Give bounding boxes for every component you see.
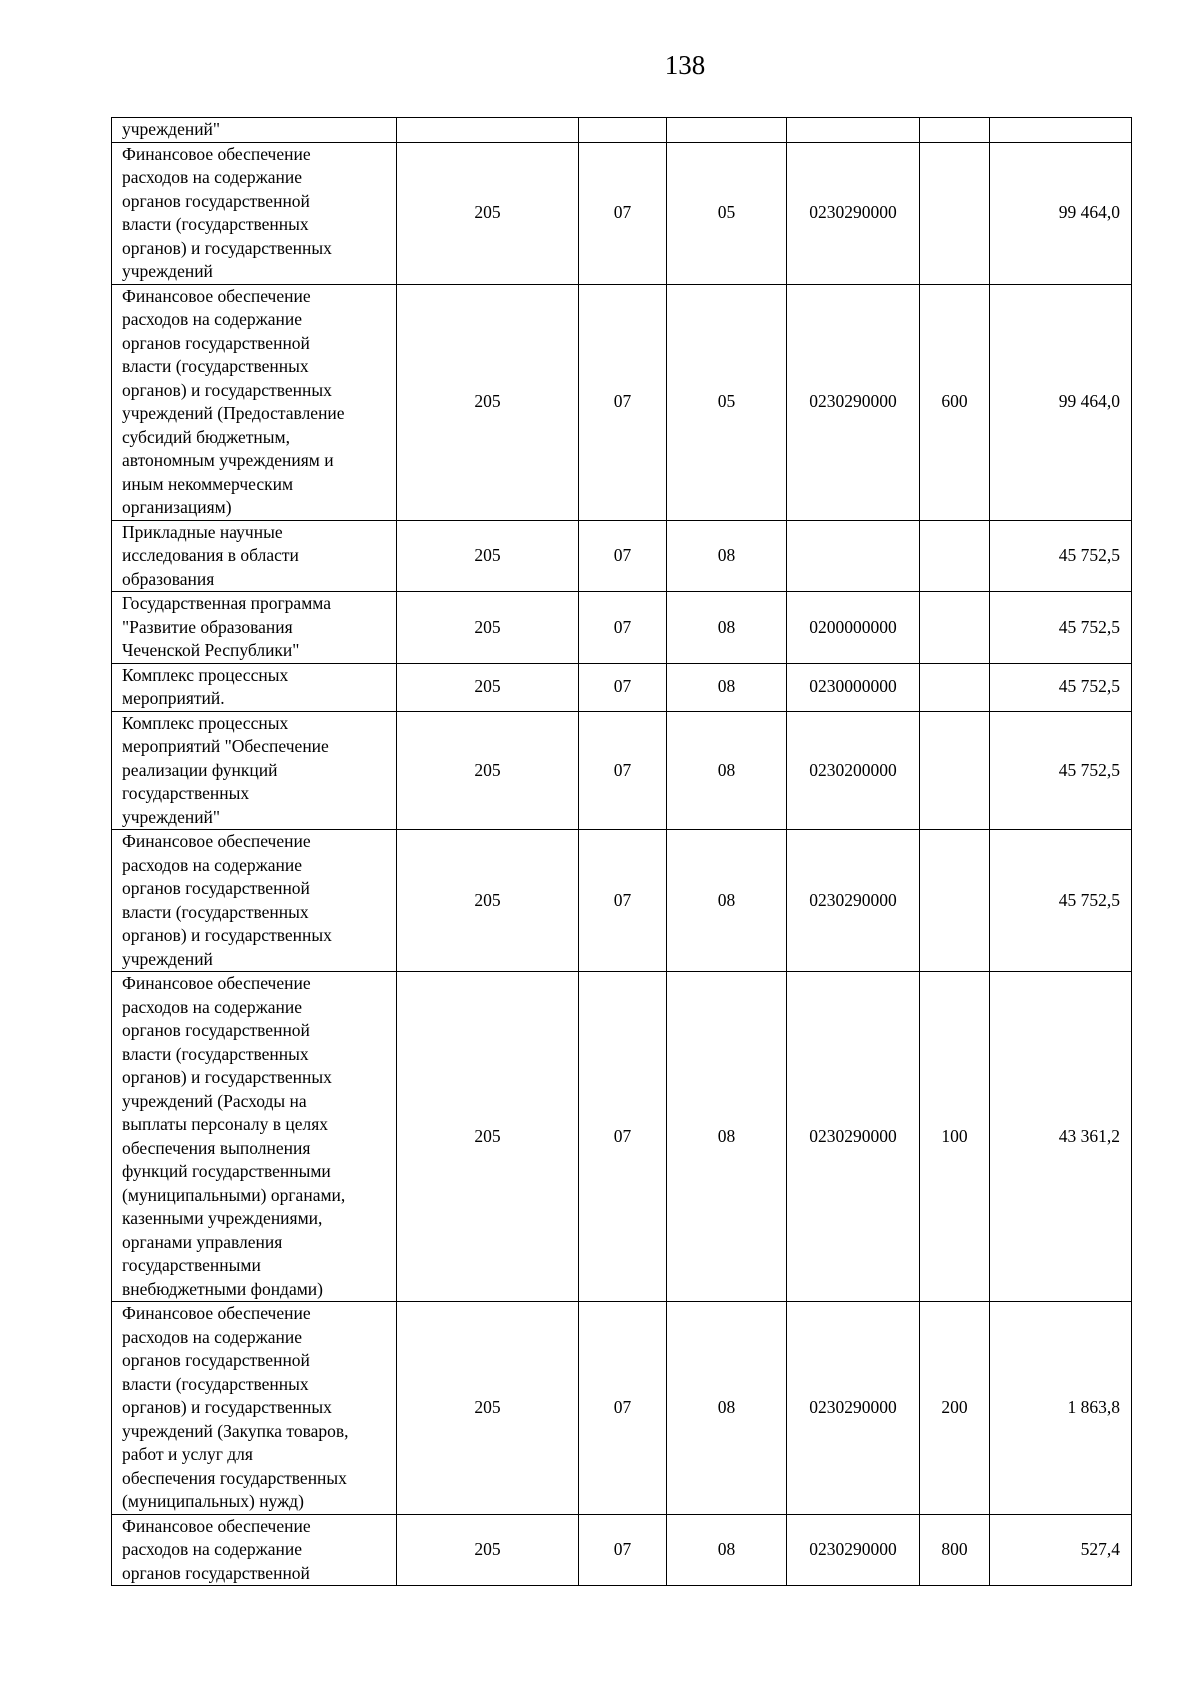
expense-name-cell: [112, 1302, 397, 1515]
section-code-cell: 07: [579, 830, 667, 972]
table-row: [112, 830, 1132, 972]
expense-name-line: органов государственной: [122, 1562, 310, 1583]
section-code-cell: 07: [579, 520, 667, 592]
expense-name-line: организациям): [122, 497, 232, 517]
target-article-cell: 0230290000: [787, 1514, 920, 1586]
expense-name-line: власти (государственных: [122, 1043, 309, 1064]
expense-name-line: выплаты персоналу в целях: [122, 1114, 329, 1134]
expense-name-line: Финансовое обеспечение: [122, 973, 311, 993]
expense-name-line: расходов на содержание: [122, 1539, 302, 1559]
ministry-code-cell: 205: [397, 284, 579, 520]
target-article-cell: [787, 118, 920, 143]
expense-type-cell: [920, 118, 990, 143]
expense-name-line: Финансовое обеспечение: [122, 285, 311, 306]
expense-name-line: расходов на содержание: [122, 309, 302, 329]
section-code-cell: 07: [579, 663, 667, 711]
section-code-cell: 07: [579, 142, 667, 284]
table-row: [112, 520, 1132, 592]
expense-name-line: органов государственной: [122, 1020, 310, 1040]
ministry-code-cell: 205: [397, 1302, 579, 1515]
expense-type-cell: [920, 711, 990, 830]
amount-cell: [990, 118, 1132, 143]
expense-name-cell: [112, 284, 397, 520]
target-article-cell: 0230200000: [787, 711, 920, 830]
subsection-code-cell: [667, 118, 787, 143]
expense-name-line: казенными учреждениями,: [122, 1208, 323, 1228]
target-article-cell: 0230290000: [787, 284, 920, 520]
expense-name-cell: [112, 592, 397, 664]
expense-name-line: расходов на содержание: [122, 167, 302, 187]
expense-name-line: учреждений": [122, 119, 221, 139]
amount-cell: 99 464,0: [990, 142, 1132, 284]
expense-name-line: власти (государственных: [122, 1373, 309, 1394]
target-article-cell: 0230290000: [787, 1302, 920, 1515]
expense-name-cell: [112, 118, 397, 143]
expense-name-line: органов государственной: [122, 190, 310, 211]
ministry-code-cell: 205: [397, 142, 579, 284]
expense-name-line: органов) и государственных: [122, 1397, 332, 1417]
amount-cell: 45 752,5: [990, 663, 1132, 711]
expense-name-line: учреждений (Закупка товаров,: [122, 1420, 349, 1441]
expense-type-cell: [920, 592, 990, 664]
ministry-code-cell: 205: [397, 711, 579, 830]
expense-type-cell: [920, 663, 990, 711]
expense-name-cell: [112, 711, 397, 830]
ministry-code-cell: 205: [397, 972, 579, 1302]
expense-name-cell: [112, 830, 397, 972]
expense-name-line: органов государственной: [122, 878, 310, 898]
ministry-code-cell: 205: [397, 830, 579, 972]
table-row: [112, 972, 1132, 1302]
expense-name-line: учреждений: [122, 261, 213, 281]
expense-name-line: государственными: [122, 1255, 261, 1275]
subsection-code-cell: 08: [667, 592, 787, 664]
table-row: [112, 118, 1132, 143]
subsection-code-cell: 08: [667, 520, 787, 592]
expense-name-line: образования: [122, 568, 215, 589]
target-article-cell: [787, 520, 920, 592]
expense-name-line: органами управления: [122, 1231, 283, 1252]
subsection-code-cell: 08: [667, 830, 787, 972]
amount-cell: 45 752,5: [990, 520, 1132, 592]
budget-table: [111, 117, 1132, 1586]
table-row: [112, 1302, 1132, 1515]
expense-name-line: государственных: [122, 783, 250, 803]
section-code-cell: 07: [579, 1514, 667, 1586]
table-body: [112, 118, 1132, 1586]
expense-name-line: расходов на содержание: [122, 854, 302, 875]
expense-name-cell: [112, 142, 397, 284]
expense-name-line: (муниципальных) нужд): [122, 1491, 304, 1511]
expense-type-cell: 100: [920, 972, 990, 1302]
expense-name-line: автономным учреждениям и: [122, 450, 334, 470]
expense-name-line: реализации функций: [122, 759, 278, 780]
expense-name-line: мероприятий.: [122, 688, 225, 708]
expense-name-line: органов) и государственных: [122, 925, 332, 945]
expense-name-line: Чеченской Республики": [122, 640, 300, 660]
expense-name-line: учреждений (Предоставление: [122, 403, 345, 423]
expense-name-line: учреждений (Расходы на: [122, 1090, 307, 1111]
amount-cell: 527,4: [990, 1514, 1132, 1586]
subsection-code-cell: 08: [667, 1302, 787, 1515]
table-row: [112, 711, 1132, 830]
ministry-code-cell: [397, 118, 579, 143]
expense-name-line: Прикладные научные: [122, 521, 283, 542]
expense-name-cell: [112, 520, 397, 592]
expense-name-line: органов государственной: [122, 332, 310, 353]
section-code-cell: [579, 118, 667, 143]
expense-name-line: учреждений": [122, 806, 221, 827]
amount-cell: 45 752,5: [990, 711, 1132, 830]
target-article-cell: 0230290000: [787, 972, 920, 1302]
expense-name-line: Финансовое обеспечение: [122, 831, 311, 851]
expense-name-line: Финансовое обеспечение: [122, 1515, 311, 1536]
expense-name-line: Комплекс процессных: [122, 712, 289, 733]
expense-name-line: мероприятий "Обеспечение: [122, 736, 329, 756]
expense-name-line: власти (государственных: [122, 356, 309, 376]
target-article-cell: 0230000000: [787, 663, 920, 711]
section-code-cell: 07: [579, 972, 667, 1302]
expense-name-line: субсидий бюджетным,: [122, 426, 290, 447]
subsection-code-cell: 08: [667, 663, 787, 711]
table-row: [112, 663, 1132, 711]
section-code-cell: 07: [579, 284, 667, 520]
expense-name-line: Комплекс процессных: [122, 664, 289, 685]
section-code-cell: 07: [579, 592, 667, 664]
expense-name-line: Финансовое обеспечение: [122, 1303, 311, 1323]
expense-type-cell: [920, 520, 990, 592]
expense-name-line: власти (государственных: [122, 901, 309, 922]
expense-name-line: расходов на содержание: [122, 996, 302, 1017]
table-row: [112, 592, 1132, 664]
amount-cell: 45 752,5: [990, 830, 1132, 972]
expense-name-line: внебюджетными фондами): [122, 1278, 323, 1299]
amount-cell: 43 361,2: [990, 972, 1132, 1302]
ministry-code-cell: 205: [397, 592, 579, 664]
subsection-code-cell: 05: [667, 284, 787, 520]
expense-type-cell: [920, 142, 990, 284]
expense-name-line: (муниципальными) органами,: [122, 1184, 346, 1205]
expense-name-line: расходов на содержание: [122, 1326, 302, 1347]
section-code-cell: 07: [579, 711, 667, 830]
expense-name-cell: [112, 972, 397, 1302]
section-code-cell: 07: [579, 1302, 667, 1515]
amount-cell: 99 464,0: [990, 284, 1132, 520]
amount-cell: 45 752,5: [990, 592, 1132, 664]
expense-type-cell: 800: [920, 1514, 990, 1586]
expense-name-cell: [112, 1514, 397, 1586]
ministry-code-cell: 205: [397, 663, 579, 711]
ministry-code-cell: 205: [397, 1514, 579, 1586]
expense-name-line: обеспечения государственных: [122, 1467, 347, 1488]
target-article-cell: 0230290000: [787, 830, 920, 972]
table-row: [112, 284, 1132, 520]
expense-type-cell: 200: [920, 1302, 990, 1515]
subsection-code-cell: 05: [667, 142, 787, 284]
subsection-code-cell: 08: [667, 972, 787, 1302]
page-number: 138: [664, 50, 706, 80]
target-article-cell: 0230290000: [787, 142, 920, 284]
expense-type-cell: [920, 830, 990, 972]
expense-name-line: функций государственными: [122, 1161, 331, 1181]
expense-name-line: обеспечения выполнения: [122, 1137, 311, 1158]
expense-name-line: иным некоммерческим: [122, 473, 294, 494]
expense-name-line: органов) и государственных: [122, 379, 332, 400]
table-row: [112, 1514, 1132, 1586]
expense-name-cell: [112, 663, 397, 711]
ministry-code-cell: 205: [397, 520, 579, 592]
expense-name-line: органов государственной: [122, 1350, 310, 1370]
expense-name-line: учреждений: [122, 948, 213, 969]
amount-cell: 1 863,8: [990, 1302, 1132, 1515]
subsection-code-cell: 08: [667, 711, 787, 830]
expense-name-line: органов) и государственных: [122, 1067, 332, 1087]
expense-name-line: органов) и государственных: [122, 237, 332, 258]
expense-name-line: исследования в области: [122, 545, 299, 565]
expense-name-line: работ и услуг для: [122, 1444, 253, 1464]
expense-name-line: Финансовое обеспечение: [122, 143, 311, 164]
table-row: [112, 142, 1132, 284]
expense-name-line: власти (государственных: [122, 214, 309, 234]
expense-type-cell: 600: [920, 284, 990, 520]
expense-name-line: Государственная программа: [122, 593, 331, 613]
subsection-code-cell: 08: [667, 1514, 787, 1586]
expense-name-line: "Развитие образования: [122, 616, 293, 637]
target-article-cell: 0200000000: [787, 592, 920, 664]
